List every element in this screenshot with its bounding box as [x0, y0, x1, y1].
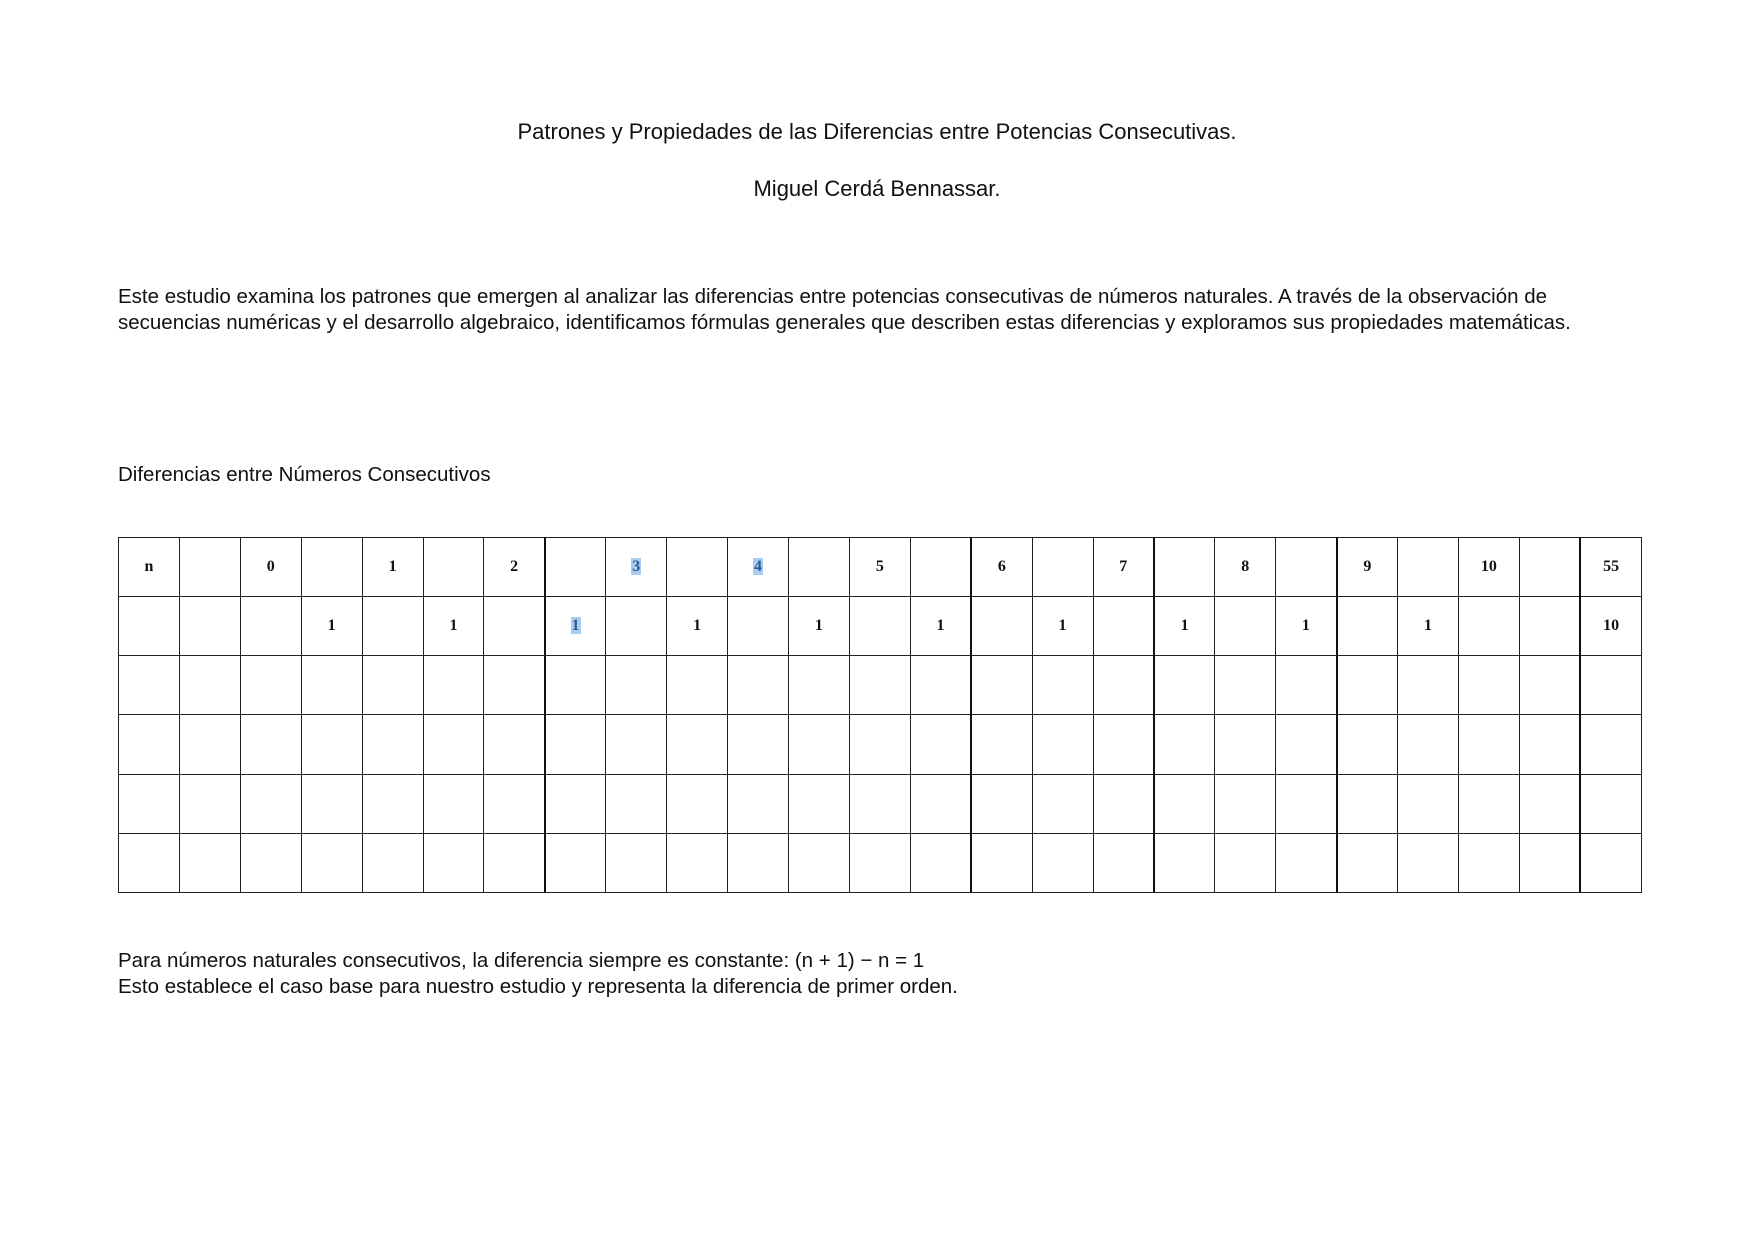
table-cell	[362, 597, 423, 656]
document-author: Miguel Cerdá Bennassar.	[753, 176, 1001, 201]
table-cell	[667, 774, 728, 833]
table-cell: 1	[667, 597, 728, 656]
table-cell	[1093, 774, 1154, 833]
table-cell	[1519, 715, 1580, 774]
table-cell	[1337, 597, 1398, 656]
table-cell	[301, 538, 362, 597]
table-cell	[423, 774, 484, 833]
table-row	[119, 774, 1642, 833]
table-cell	[1154, 774, 1215, 833]
table-cell	[1032, 656, 1093, 715]
table-cell	[849, 833, 910, 892]
table-cell: 8	[1215, 538, 1276, 597]
table-cell	[1032, 715, 1093, 774]
table-cell	[179, 833, 240, 892]
table-cell: 1	[1032, 597, 1093, 656]
table-cell	[423, 656, 484, 715]
table-cell	[1580, 715, 1641, 774]
table-cell	[728, 715, 789, 774]
table-cell	[728, 833, 789, 892]
table-cell	[119, 597, 180, 656]
table-row	[119, 656, 1642, 715]
table-row	[119, 538, 1642, 597]
table-cell	[484, 715, 545, 774]
table-cell: 55	[1580, 538, 1641, 597]
table-cell	[1398, 715, 1459, 774]
table-cell	[1093, 715, 1154, 774]
table-cell	[788, 715, 849, 774]
table-cell	[788, 538, 849, 597]
table-cell	[971, 774, 1032, 833]
table-cell	[423, 715, 484, 774]
table-cell	[849, 715, 910, 774]
table-cell	[606, 774, 667, 833]
table-cell: 2	[484, 538, 545, 597]
table-cell	[667, 656, 728, 715]
table-cell	[1458, 774, 1519, 833]
table-cell	[1519, 538, 1580, 597]
table-cell	[606, 833, 667, 892]
section-heading: Diferencias entre Números Consecutivos	[118, 463, 491, 486]
table-cell: 1	[910, 597, 971, 656]
table-cell	[910, 656, 971, 715]
table-cell: 1	[423, 597, 484, 656]
table-cell	[240, 656, 301, 715]
table-cell: 1	[788, 597, 849, 656]
abstract-paragraph: Este estudio examina los patrones que emergen al analizar las diferencias entre potencias consecutivas de números naturales. A través de la observación de secuencias numéricas y el desarrollo algebraico, identificamos fórmulas generales que describen estas diferencias y exploramos sus propiedades matemáticas.	[118, 285, 1571, 334]
table-cell	[545, 774, 606, 833]
table-cell	[301, 656, 362, 715]
differences-table	[118, 537, 1642, 893]
table-cell	[728, 656, 789, 715]
table-cell	[545, 656, 606, 715]
table-cell	[1276, 656, 1337, 715]
table-row	[119, 597, 1642, 656]
table-cell	[1337, 774, 1398, 833]
note-line-1: Para números naturales consecutivos, la diferencia siempre es constante: (n + 1) − n = 1	[118, 949, 925, 972]
table-cell	[788, 833, 849, 892]
table-cell	[667, 715, 728, 774]
table-cell	[1032, 538, 1093, 597]
table-cell	[1154, 656, 1215, 715]
table-cell	[362, 833, 423, 892]
table-cell	[849, 597, 910, 656]
table-cell	[1276, 774, 1337, 833]
highlighted-value: 4	[754, 558, 763, 576]
table-cell	[667, 538, 728, 597]
table-cell	[1458, 715, 1519, 774]
table-cell	[971, 715, 1032, 774]
table-cell	[1458, 597, 1519, 656]
table-cell	[1458, 656, 1519, 715]
table-cell	[971, 656, 1032, 715]
table-cell	[1276, 833, 1337, 892]
table-cell	[971, 833, 1032, 892]
table-cell: 7	[1093, 538, 1154, 597]
table-row	[119, 715, 1642, 774]
table-cell	[1519, 597, 1580, 656]
table-cell	[179, 715, 240, 774]
table-cell	[545, 833, 606, 892]
table-cell: 1	[1154, 597, 1215, 656]
table-cell	[545, 597, 606, 656]
table-cell	[1276, 538, 1337, 597]
table-cell: 5	[849, 538, 910, 597]
table-cell	[119, 656, 180, 715]
table-cell	[728, 538, 789, 597]
table-cell: 1	[1276, 597, 1337, 656]
table-row	[119, 833, 1642, 892]
table-cell	[484, 774, 545, 833]
table-cell	[362, 774, 423, 833]
table-cell	[179, 538, 240, 597]
table-cell	[1458, 833, 1519, 892]
table-cell	[1215, 833, 1276, 892]
table-cell	[1580, 833, 1641, 892]
table-cell	[240, 597, 301, 656]
table-cell	[971, 597, 1032, 656]
highlighted-value: 3	[632, 558, 641, 576]
table-cell	[1154, 715, 1215, 774]
table-cell	[667, 833, 728, 892]
table-cell	[1215, 656, 1276, 715]
table-cell	[1580, 774, 1641, 833]
table-cell	[1398, 833, 1459, 892]
highlighted-value: 1	[571, 617, 580, 635]
table-cell: 10	[1580, 597, 1641, 656]
table-cell	[910, 715, 971, 774]
table-cell	[1519, 833, 1580, 892]
table-cell: n	[119, 538, 180, 597]
table-cell	[1398, 538, 1459, 597]
table-cell	[1580, 656, 1641, 715]
table-cell	[910, 833, 971, 892]
table-cell	[910, 774, 971, 833]
table-cell	[849, 774, 910, 833]
table-cell	[1276, 715, 1337, 774]
table-cell	[1519, 774, 1580, 833]
table-cell	[1154, 538, 1215, 597]
table-cell	[301, 715, 362, 774]
table-cell: 0	[240, 538, 301, 597]
table-cell	[1519, 656, 1580, 715]
table-cell: 1	[362, 538, 423, 597]
table-cell	[1093, 656, 1154, 715]
table-cell	[788, 656, 849, 715]
table-cell	[1337, 656, 1398, 715]
table-cell	[606, 597, 667, 656]
document-title: Patrones y Propiedades de las Diferencias entre Potencias Consecutivas.	[517, 119, 1237, 144]
table-cell	[423, 833, 484, 892]
table-cell	[423, 538, 484, 597]
table-cell	[484, 656, 545, 715]
table-cell	[301, 833, 362, 892]
table-cell	[119, 833, 180, 892]
table-cell: 9	[1337, 538, 1398, 597]
table-cell	[728, 597, 789, 656]
table-cell	[301, 774, 362, 833]
table-cell	[362, 715, 423, 774]
table-cell	[362, 656, 423, 715]
table-cell	[1337, 715, 1398, 774]
note-line-2: Esto establece el caso base para nuestro estudio y representa la diferencia de primer orden.	[118, 975, 958, 998]
table-cell	[1154, 833, 1215, 892]
table-cell	[788, 774, 849, 833]
table-cell	[484, 833, 545, 892]
table-cell	[1337, 833, 1398, 892]
table-cell	[1032, 833, 1093, 892]
table-cell	[1032, 774, 1093, 833]
table-cell	[910, 538, 971, 597]
table-cell	[240, 833, 301, 892]
table-cell	[179, 774, 240, 833]
table-cell	[728, 774, 789, 833]
table-cell	[606, 715, 667, 774]
table-cell	[484, 597, 545, 656]
table-cell: 10	[1458, 538, 1519, 597]
table-cell: 6	[971, 538, 1032, 597]
table-cell	[1093, 597, 1154, 656]
table-cell	[1215, 597, 1276, 656]
table-cell	[1093, 833, 1154, 892]
table-cell	[1398, 774, 1459, 833]
table-cell	[1398, 656, 1459, 715]
table-cell	[119, 715, 180, 774]
table-cell	[545, 538, 606, 597]
table-cell	[606, 538, 667, 597]
table-cell: 1	[301, 597, 362, 656]
table-cell	[606, 656, 667, 715]
table-cell	[1215, 715, 1276, 774]
table-cell	[179, 656, 240, 715]
note-paragraph	[118, 948, 958, 1000]
table-cell	[119, 774, 180, 833]
table-cell: 1	[1398, 597, 1459, 656]
table-cell	[545, 715, 606, 774]
table-cell	[240, 715, 301, 774]
table-cell	[179, 597, 240, 656]
table-cell	[240, 774, 301, 833]
table-cell	[849, 656, 910, 715]
table-cell	[1215, 774, 1276, 833]
